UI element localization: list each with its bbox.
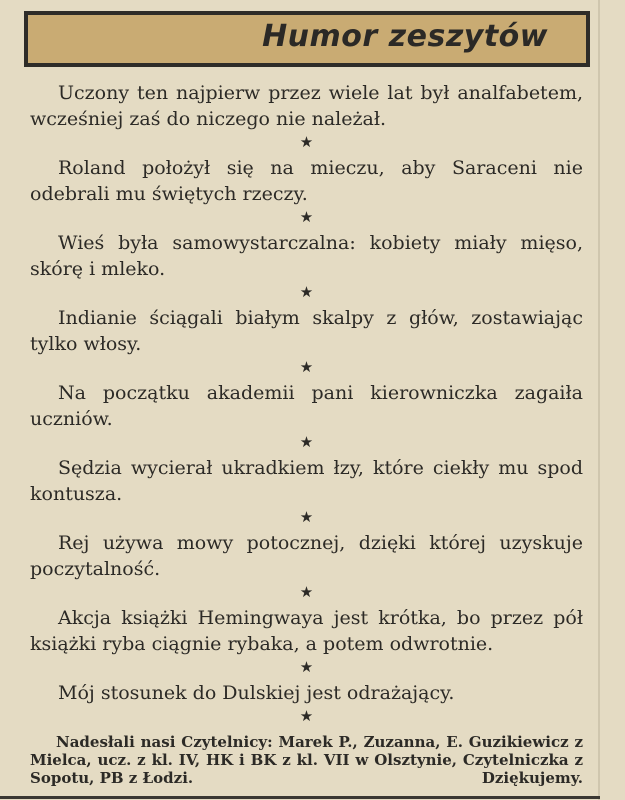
star-separator: ★ <box>299 658 314 676</box>
star-separator: ★ <box>299 707 314 725</box>
joke-item: Mój stosunek do Dulskiej jest odrażający. <box>58 682 455 704</box>
contributors-text: Nadesłali nasi Czytelnicy: Marek P., Zuzanna, E. Guzikiewicz z Mielca, ucz. z kl. IV, HK i BK z kl. VII w Olsztynie, Czytelniczka z Sopotu, PB z Łodzi. <box>30 733 583 787</box>
joke-item: Akcja książki Hemingwaya jest krótka, bo przez pół książki ryba ciągnie rybaka, a potem odwrotnie. <box>30 607 583 655</box>
header-box <box>24 11 590 67</box>
joke-item: Wieś była samowystarczalna: kobiety miały mięso, skórę i mleko. <box>30 232 583 280</box>
bottom-rule <box>0 796 600 799</box>
star-separator: ★ <box>299 508 314 526</box>
column-rule <box>598 0 600 800</box>
star-separator: ★ <box>299 583 314 601</box>
star-separator: ★ <box>299 433 314 451</box>
joke-item: Sędzia wycierał ukradkiem łzy, które ciekły mu spod kontusza. <box>30 457 583 505</box>
joke-item: Rej używa mowy potocznej, dzięki której uzyskuje poczytalność. <box>30 532 583 580</box>
joke-item: Roland położył się na mieczu, aby Saraceni nie odebrali mu świętych rzeczy. <box>30 157 583 205</box>
star-separator: ★ <box>299 358 314 376</box>
contributors-note <box>30 733 583 787</box>
star-separator: ★ <box>299 133 314 151</box>
jokes-list <box>30 80 583 787</box>
star-separator: ★ <box>299 283 314 301</box>
thanks-text: Dziękujemy. <box>481 769 583 787</box>
joke-item: Na początku akademii pani kierowniczka zagaiła uczniów. <box>30 382 583 430</box>
page-title: Humor zeszytów <box>262 19 548 54</box>
joke-item: Indianie ściągali białym skalpy z głów, zostawiając tylko włosy. <box>30 307 583 355</box>
star-separator: ★ <box>299 208 314 226</box>
joke-item: Uczony ten najpierw przez wiele lat był analfabetem, wcześniej zaś do niczego nie należał. <box>30 82 583 130</box>
